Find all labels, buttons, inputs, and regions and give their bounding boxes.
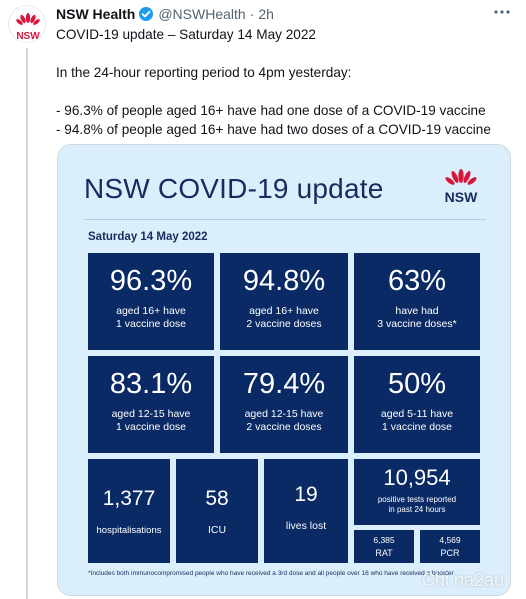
waratah-logo-icon: [9, 6, 46, 43]
pcr-tile: [420, 530, 480, 563]
tweet-line: - 94.8% of people aged 16+ have had two doses of a COVID-19 vaccine: [56, 122, 491, 137]
separator-dot: ·: [249, 6, 255, 22]
tweet-text: [56, 25, 516, 139]
hospitalisations-tile: [88, 459, 170, 563]
stat-tile: [354, 253, 480, 350]
thread-line: [26, 48, 28, 599]
account-name[interactable]: NSW Health: [56, 6, 136, 22]
stat-label: positive tests reported in past 24 hours: [377, 495, 457, 514]
stat-label: ICU: [207, 524, 227, 536]
tweet-image[interactable]: [57, 144, 511, 596]
stat-tile: [354, 356, 480, 453]
stat-tile: [88, 356, 214, 453]
stat-value: 58: [205, 487, 229, 510]
logo-text: NSW: [444, 189, 478, 205]
lives-lost-tile: [264, 459, 348, 563]
stat-value: 96.3%: [109, 265, 193, 297]
watermark: Chi na2au: [421, 570, 504, 590]
verified-badge-icon: [138, 6, 154, 22]
stat-label: RAT: [375, 548, 393, 558]
stat-value: 6,385: [373, 535, 395, 545]
stat-value: 4,569: [439, 535, 461, 545]
more-options-icon[interactable]: [492, 2, 512, 22]
account-handle[interactable]: @NSWHealth: [158, 6, 246, 22]
stat-label: aged 16+ have 2 vaccine doses: [246, 305, 322, 330]
tweet-header: [56, 5, 274, 23]
stat-value: 63%: [387, 265, 447, 297]
rat-tile: [354, 530, 414, 563]
card-date: Saturday 14 May 2022: [88, 231, 208, 243]
waratah-logo-icon: [440, 165, 482, 191]
stat-value: 1,377: [102, 487, 156, 510]
stat-tile: [88, 253, 214, 350]
stat-label: aged 12-15 have 2 vaccine doses: [244, 408, 324, 433]
icu-tile: [176, 459, 258, 563]
stat-label: aged 16+ have 1 vaccine dose: [115, 305, 187, 330]
stat-value: 94.8%: [242, 265, 326, 297]
stat-label: have had 3 vaccine doses*: [377, 305, 457, 330]
stat-label: PCR: [440, 548, 460, 558]
stat-value: 50%: [387, 368, 447, 400]
avatar[interactable]: [8, 5, 46, 43]
footnote: *Includes both immunocompromised people who have received a 3rd dose and all people over 16 who have received a booster: [88, 570, 454, 577]
stat-tile: [220, 253, 348, 350]
stat-tile: [220, 356, 348, 453]
stat-label: lives lost: [285, 520, 327, 532]
tweet-line: - 96.3% of people aged 16+ have had one dose of a COVID-19 vaccine: [56, 103, 486, 118]
stat-label: aged 5-11 have 1 vaccine dose: [380, 408, 454, 433]
nsw-logo: [440, 165, 482, 205]
stat-label: aged 12-15 have 1 vaccine dose: [111, 408, 191, 433]
stat-value: 83.1%: [109, 368, 193, 400]
tweet-line: COVID-19 update – Saturday 14 May 2022: [56, 27, 316, 42]
timestamp[interactable]: 2h: [258, 6, 274, 22]
stat-value: 79.4%: [242, 368, 326, 400]
stat-label: hospitalisations: [96, 525, 162, 536]
tweet-line: In the 24-hour reporting period to 4pm yesterday:: [56, 65, 352, 80]
card-title: NSW COVID-19 update: [84, 173, 384, 204]
stat-value: 19: [294, 483, 318, 506]
avatar-text: NSW: [16, 31, 40, 42]
divider: [84, 219, 486, 220]
stat-value: 10,954: [383, 465, 451, 490]
positive-tests-tile: [354, 459, 480, 525]
